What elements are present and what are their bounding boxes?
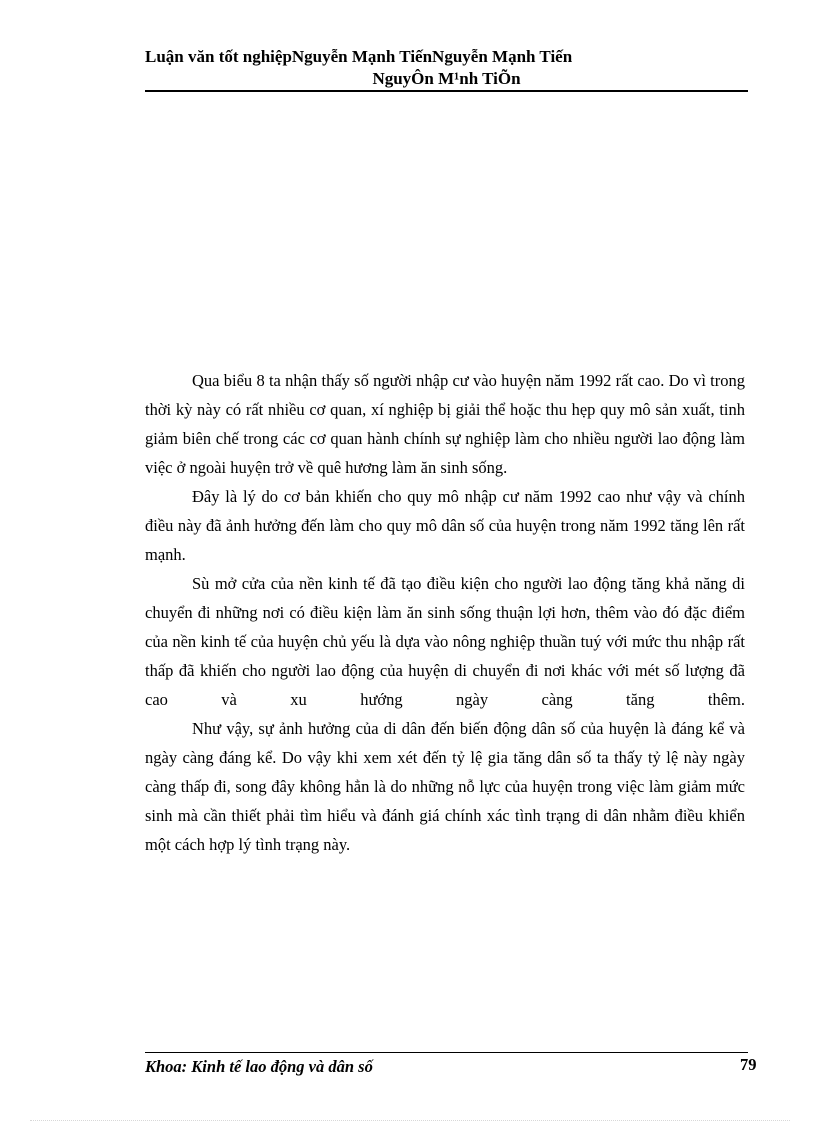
footer-faculty: Khoa: Kinh tế lao động và dân số <box>145 1057 373 1076</box>
page-bottom-border <box>30 1120 790 1121</box>
page-header <box>145 46 748 90</box>
header-title: Luận văn tốt nghiệpNguyễn Mạnh TiếnNguyễn Mạnh Tiến <box>145 47 573 66</box>
document-body <box>145 366 745 859</box>
paragraph-3: Sù mở cửa của nền kinh tế đã tạo điều kiện cho người lao động tăng khả năng di chuyển đi những nơi có điều kiện làm ăn sinh sống thuận lợi hơn, thêm vào đó đặc điểm của nền kinh tế của huyện chủ yếu là dựa vào nông nghiệp thuần tuý với mức thu nhập rất thấp đã khiến cho người lao động của huyện di chuyển đi nơi khác với mét số lượng đã cao và xu hướng ngày càng tăng thêm. <box>145 574 745 709</box>
header-author: NguyÔn M¹nh TiÕn <box>372 69 521 88</box>
page-number: 79 <box>740 1055 757 1074</box>
header-divider <box>145 90 748 92</box>
paragraph-1: Qua biểu 8 ta nhận thấy số người nhập cư vào huyện năm 1992 rất cao. Do vì trong thời kỳ này có rất nhiều cơ quan, xí nghiệp bị giải thể hoặc thu hẹp quy mô sản xuất, tinh giảm biên chế trong các cơ quan hành chính sự nghiệp làm cho nhiều người lao động làm việc ở ngoài huyện trở về quê hương làm ăn sinh sống. <box>145 371 745 477</box>
paragraph-2: Đây là lý do cơ bản khiến cho quy mô nhập cư năm 1992 cao như vậy và chính điều này đã ảnh hưởng đến làm cho quy mô dân số của huyện trong năm 1992 tăng lên rất mạnh. <box>145 487 745 564</box>
paragraph-4: Như vậy, sự ảnh hưởng của di dân đến biến động dân số của huyện là đáng kể và ngày càng đáng kể. Do vậy khi xem xét đến tỷ lệ gia tăng dân số ta thấy tỷ lệ này ngày càng thấp đi, song đây không hẳn là do những nỗ lực của huyện trong việc làm giảm mức sinh mà cần thiết phải tìm hiểu và đánh giá chính xác tình trạng di dân nhằm điều khiển một cách hợp lý tình trạng này. <box>145 719 745 854</box>
footer-divider <box>145 1052 748 1053</box>
